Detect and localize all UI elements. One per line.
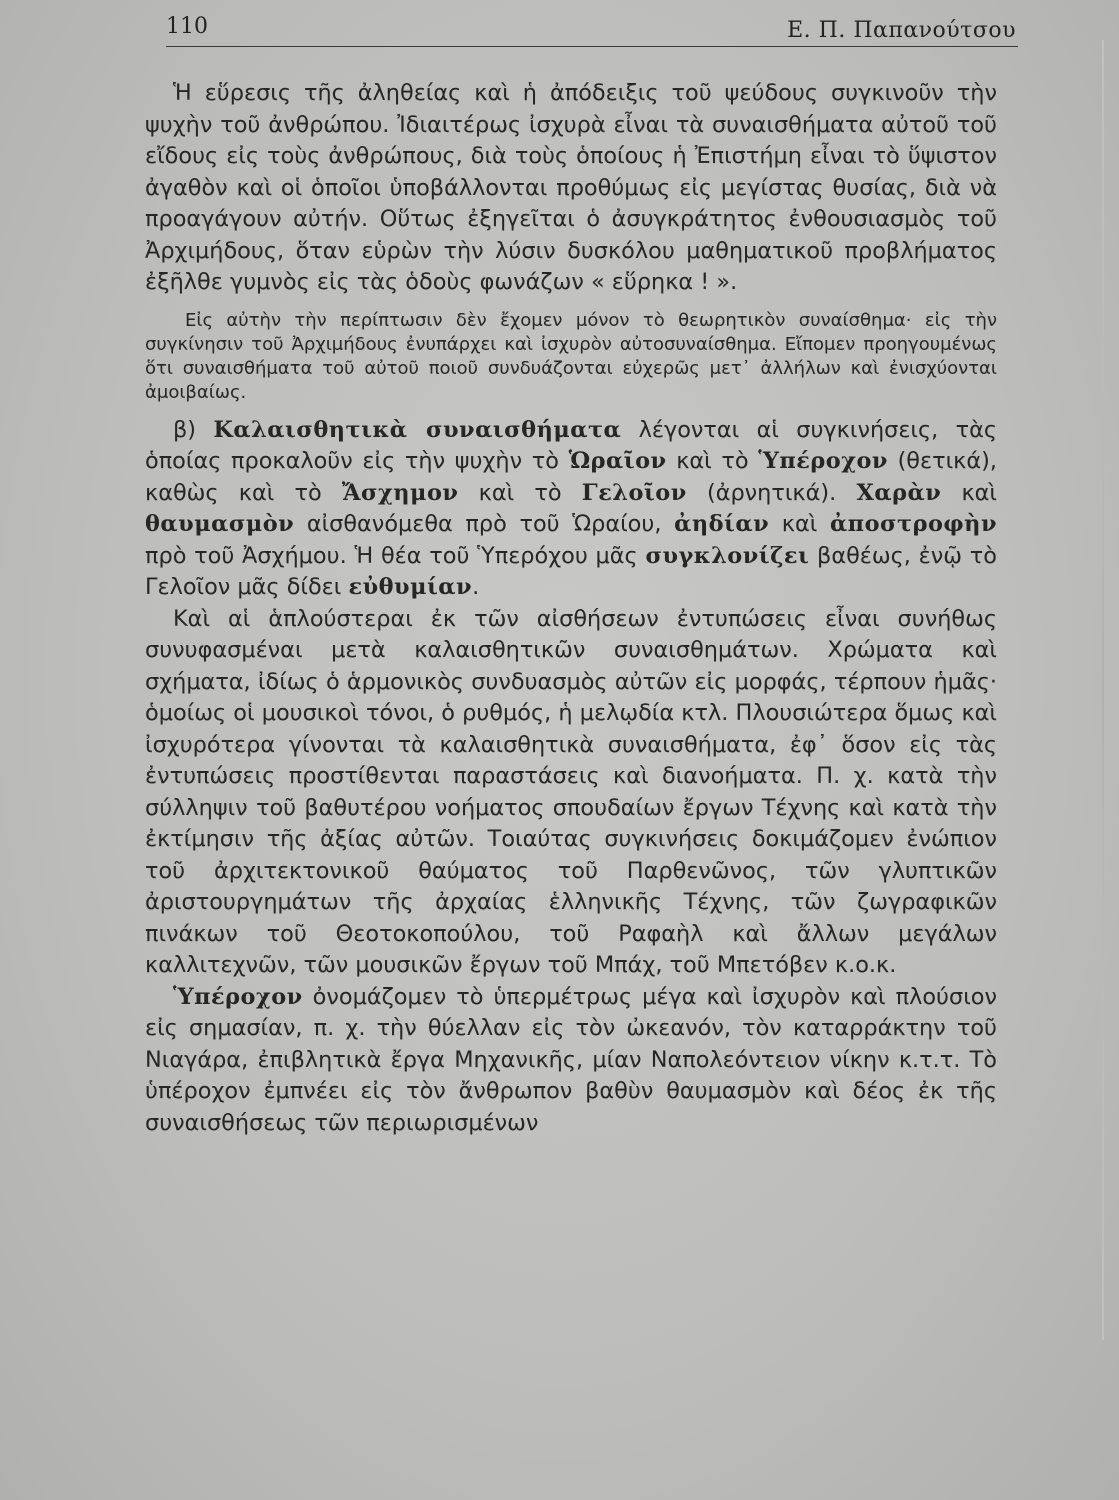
bold-term: Ἄσχημον [341,479,459,506]
page-header [166,12,1018,47]
text-span: πρὸ τοῦ Ἀσχήμου. Ἡ θέα τοῦ Ὑπερόχου μᾶς [145,542,646,569]
footnote-paragraph: Εἰς αὐτὴν τὴν περίπτωσιν δὲν ἔχομεν μόνον τὸ θεωρητικὸν συναίσθημα· εἰς τὴν συγκίνησιν τοῦ Ἀρχιμήδους ἐνυπάρχει καὶ ἰσχυρὸν αὐτοσυναίσθημα. Εἴπομεν προηγουμένως ὅτι συναισθήματα τοῦ αὐτοῦ ποιοῦ συνδυάζονται εὐχερῶς μετ᾽ ἀλλήλων καὶ ἐνισχύονται ἀμοιβαίως. [145,309,997,403]
text-span: β) [173,416,214,443]
text-span: αἰσθανόμεθα πρὸ τοῦ Ὡραίου, [294,511,675,537]
running-head: Ε. Π. Παπανούτσου [787,18,1016,43]
bold-term: θαυμασμὸν [145,511,295,537]
paragraph-truth: Ἡ εὕρεσις τῆς ἀληθείας καὶ ἡ ἀπόδειξις τοῦ ψεύδους συγκινοῦν τὴν ψυχὴν τοῦ ἀνθρώπου. Ἰδιαιτέρως ἰσχυρὰ εἶναι τὰ συναισθήματα αὐτοῦ τοῦ εἴδους εἰς τοὺς ἀνθρώπους, διὰ τοὺς ὁποίους ἡ Ἐπιστήμη εἶναι τὸ ὕψιστον ἀγαθὸν καὶ οἱ ὁποῖοι ὑποβάλλονται προθύμως εἰς μεγίστας θυσίας, διὰ νὰ προαγάγουν αὐτήν. Οὕτως ἐξηγεῖται ὁ ἀσυγκράτητος ἐνθουσιασμὸς τοῦ Ἀρχιμήδους, ὅταν εὑρὼν τὴν λύσιν δυσκόλου μαθηματικοῦ προβλήματος ἐξῆλθε γυμνὸς εἰς τὰς ὁδοὺς φωνάζων « εὕρηκα ! ». [145,80,997,295]
bold-term: ἀποστροφὴν [829,511,997,537]
text-span: καὶ [769,511,830,537]
paragraph-sublime [145,982,997,1140]
bold-term: εὐθυμίαν [348,574,473,600]
scan-shadow [1102,40,1104,1340]
bold-term: ἀηδίαν [674,511,770,537]
paragraph-simple-impressions: Καὶ αἱ ἁπλούστεραι ἐκ τῶν αἰσθήσεων ἐντυπώσεις εἶναι συνήθως συνυφασμέναι μετὰ καλαισθητικῶν συναισθημάτων. Χρώματα καὶ σχήματα, ἰδίως ὁ ἁρμονικὸς συνδυασμὸς αὐτῶν εἰς μορφάς, τέρπουν ἡμᾶς· ὁμοίως οἱ μουσικοὶ τόνοι, ὁ ρυθμός, ἡ μελῳδία κτλ. Πλουσιώτερα ὅμως καὶ ἰσχυρότερα γίνονται τὰ καλαισθητικὰ συναισθήματα, ἐφ᾽ ὅσον εἰς τὰς ἐντυπώσεις προστίθενται παραστάσεις καὶ διανοήματα. Π. χ. κατὰ τὴν σύλληψιν τοῦ βαθυτέρου νοήματος σπουδαίων ἔργων Τέχνης καὶ κατὰ τὴν ἐκτίμησιν τῆς ἀξίας αὐτῶν. Τοιαύτας συγκινήσεις δοκιμάζομεν ἐνώπιον τοῦ ἀρχιτεκτονικοῦ θαύματος τοῦ Παρθενῶνος, τῶν γλυπτικῶν ἀριστουργημάτων τῆς ἀρχαίας ἑλληνικῆς Τέχνης, τῶν ζωγραφικῶν πινάκων τοῦ Θεοτοκοπούλου, τοῦ Ραφαὴλ καὶ ἄλλων μεγάλων καλλιτεχνῶν, τῶν μουσικῶν ἔργων τοῦ Μπάχ, τοῦ Μπετόβεν κ.ο.κ. [145,605,997,978]
bold-term: Χαρὰν [856,479,942,506]
text-span: καὶ [941,479,997,506]
text-span: (θετικά), καθὼς καὶ τὸ [145,448,997,506]
text-span: . [472,574,480,600]
bold-term: Γελοῖον [581,479,687,506]
text-span: ὀνομάζομεν τὸ ὑπερμέτρως μέγα καὶ ἰσχυρὸν καὶ πλούσιον εἰς σημασίαν, π. χ. τὴν θύελλαν εἰς τὸν ὠκεανόν, τὸν καταρράκτην τοῦ Νιαγάρα, ἐπιβλητικὰ ἔργα Μηχανικῆς, μίαν Ναπολεόντειον νίκην κ.τ.τ. Τὸ ὑπέροχον ἐμπνέει εἰς τὸν ἄνθρωπον βαθὺν θαυμασμὸν καὶ δέος ἐκ τῆς συναισθήσεως τῶν περιωρισμένων [145,983,997,1136]
text-span: βαθέως, ἐνῷ τὸ Γελοῖον μᾶς δίδει [145,542,997,600]
bold-term: Καλαισθητικὰ συναισθήματα [213,416,622,443]
bold-term: συγκλονίζει [645,542,810,569]
text-span: (ἀρνητικά). [686,479,857,506]
body-text [145,78,997,1139]
bold-term: Ὑπέροχον [758,448,888,474]
text-span: λέγονται αἱ συγκινήσεις, τὰς ὁποίας προκαλοῦν εἰς τὴν ψυχὴν τὸ [145,416,997,474]
page-number: 110 [166,14,208,39]
text-span: καὶ τὸ [458,479,582,506]
text-span: καὶ τὸ [666,448,759,474]
bold-term: Ὑπέροχον [173,983,303,1010]
paragraph-aesthetic-feelings [145,415,997,604]
bold-term: Ὡραῖον [568,448,667,474]
